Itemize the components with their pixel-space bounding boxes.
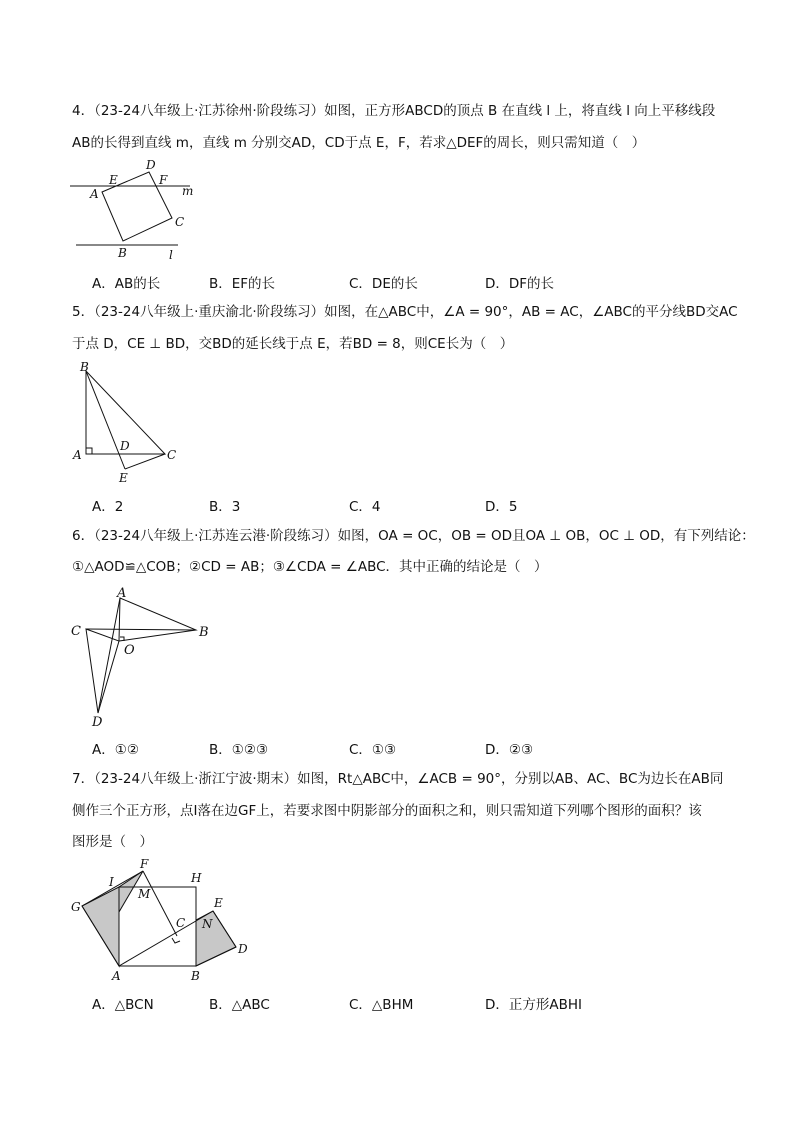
- label-C: C: [167, 448, 177, 462]
- triangle-abo: [119, 598, 196, 641]
- label-A: A: [112, 969, 121, 983]
- q6-line-1: 6．（23-24八年级上·江苏连云港·阶段练习）如图，OA = OC，OB = OD且OA ⊥ OB，OC ⊥ OD，有下列结论：: [72, 528, 755, 544]
- label-E: E: [214, 896, 223, 910]
- triangle-cod: [86, 629, 119, 713]
- q6-line-2: ①△AOD≌△COB；②CD = AB；③∠CDA = ∠ABC．其中正确的结论是（ ）: [72, 559, 548, 575]
- label-O: O: [124, 643, 135, 658]
- q6-option-a[interactable]: A．①②: [92, 742, 139, 758]
- q5-figure: [70, 358, 190, 488]
- q7-option-b[interactable]: B．△ABC: [209, 997, 270, 1013]
- label-B: B: [191, 969, 200, 983]
- q4-option-c[interactable]: C．DE的长: [349, 276, 418, 292]
- q7-option-d[interactable]: D．正方形ABHI: [485, 997, 583, 1013]
- segment-ad: [98, 598, 120, 713]
- label-l: l: [169, 248, 173, 262]
- q4-option-b[interactable]: B．EF的长: [209, 276, 276, 292]
- q4-line-1: 4．（23-24八年级上·江苏徐州·阶段练习）如图，正方形ABCD的顶点 B 在直线 l 上，将直线 l 向上平移线段: [72, 103, 716, 119]
- q7-option-a[interactable]: A．△BCN: [92, 997, 154, 1013]
- label-A: A: [73, 448, 82, 462]
- label-E: E: [109, 173, 118, 187]
- q7-line-2: 侧作三个正方形，点I落在边GF上，若要求图中阴影部分的面积之和，则只需知道下列哪个图形的面积？该: [72, 803, 702, 819]
- segment-fc: [143, 871, 177, 936]
- q7-option-c[interactable]: C．△BHM: [349, 997, 414, 1013]
- label-G: G: [71, 900, 81, 914]
- right-angle-c: [172, 938, 180, 943]
- right-angle-a: [86, 448, 92, 454]
- label-F: F: [140, 857, 149, 871]
- q6-figure: [66, 582, 216, 732]
- label-D: D: [238, 942, 248, 956]
- label-B: B: [199, 625, 209, 640]
- q5-line-1: 5．（23-24八年级上·重庆渝北·阶段练习）如图，在△ABC中，∠A = 90°，AB = AC，∠ABC的平分线BD交AC: [72, 304, 738, 320]
- label-C: C: [175, 215, 185, 229]
- q5-option-c[interactable]: C．4: [349, 499, 381, 515]
- q6-option-c[interactable]: C．①③: [349, 742, 397, 758]
- q5-option-a[interactable]: A．2: [92, 499, 124, 515]
- q5-option-b[interactable]: B．3: [209, 499, 241, 515]
- label-D: D: [120, 439, 130, 453]
- q6-option-b[interactable]: B．①②③: [209, 742, 269, 758]
- label-A: A: [117, 586, 127, 601]
- label-I: I: [109, 875, 114, 889]
- q4-option-d[interactable]: D．DF的长: [485, 276, 555, 292]
- label-B: B: [118, 246, 127, 260]
- q5-line-2: 于点 D，CE ⊥ BD，交BD的延长线于点 E，若BD = 8，则CE长为（ ）: [72, 336, 514, 352]
- segment-cb: [86, 629, 196, 630]
- label-M: M: [138, 887, 151, 901]
- shaded-region-left: [82, 887, 119, 966]
- q4-option-a[interactable]: A．AB的长: [92, 276, 161, 292]
- label-C: C: [176, 916, 186, 930]
- q4-line-2: AB的长得到直线 m，直线 m 分别交AD，CD于点 E，F，若求△DEF的周长，则只需知道（ ）: [72, 135, 646, 151]
- label-F: F: [159, 173, 168, 187]
- label-A: A: [90, 187, 99, 201]
- label-C: C: [71, 624, 81, 639]
- q6-option-d[interactable]: D．②③: [485, 742, 534, 758]
- segment-ce: [125, 454, 165, 469]
- q4-figure: [68, 158, 198, 263]
- q7-line-3: 图形是（ ）: [72, 834, 153, 850]
- label-H: H: [191, 871, 202, 885]
- label-B: B: [80, 360, 89, 374]
- label-D: D: [92, 715, 103, 730]
- label-N: N: [202, 917, 213, 931]
- q5-option-d[interactable]: D．5: [485, 499, 518, 515]
- label-E: E: [119, 471, 128, 485]
- q7-line-1: 7．（23-24八年级上·浙江宁波·期末）如图，Rt△ABC中，∠ACB = 90°，分别以AB、AC、BC为边长在AB同: [72, 771, 724, 787]
- q7-figure: [68, 856, 258, 986]
- label-D: D: [146, 158, 156, 172]
- label-m: m: [182, 184, 194, 198]
